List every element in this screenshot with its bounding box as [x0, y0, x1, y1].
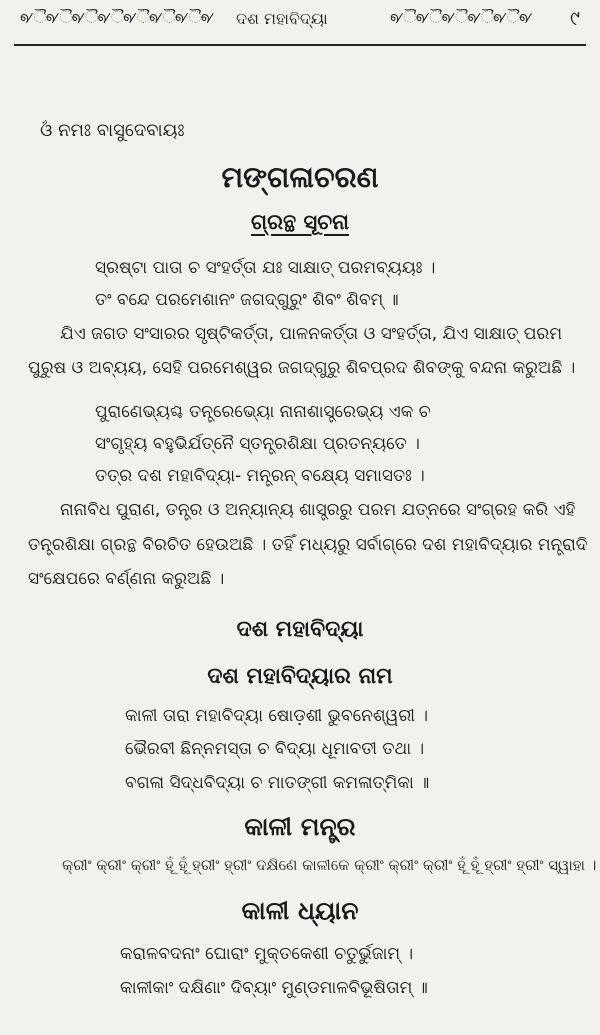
prose-line: ତନ୍ତ୍ରଶିକ୍ଷା ଗ୍ରନ୍ଥ ବିରଚିତ ହେଉଅଛି । ତହିଁ ମଧ୍ୟରୁ ସର୍ବାଗ୍ରେ ଦଶ ମହାବିଦ୍ୟାର ମନ୍ତ୍ରାଦି — [28, 535, 588, 555]
page-number: ୯ — [570, 6, 580, 30]
verse-line: ଭୈରବୀ ଛିନ୍ନମସ୍ତା ଚ ବିଦ୍ୟା ଧୂମାବତୀ ତଥା । — [125, 739, 425, 759]
running-title: ଦଶ ମହାବିଦ୍ୟା — [236, 9, 328, 28]
verse-line: ତତ୍ର ଦଶ ମହାବିଦ୍ୟା- ମନ୍ତ୍ରନ୍ ବକ୍ଷ୍ୟେ ସମାସତଃ । — [95, 466, 425, 486]
running-header — [14, 0, 586, 46]
section-title-dasha-mahavidya: ଦଶ ମହାବିଦ୍ୟା — [236, 617, 364, 642]
verse-line: କାଳୀ ତାରା ମହାବିଦ୍ୟା ଷୋଡ଼ଶୀ ଭୁବନେଶ୍ୱରୀ । — [125, 706, 428, 726]
section-title-kali-dhyan: କାଳୀ ଧ୍ୟାନ — [241, 896, 359, 925]
verse-line: କରାଳବଦନାଂ ଘୋରାଂ ମୁକ୍ତକେଶୀ ଚତୁର୍ଭୁଜାମ୍ । — [120, 944, 414, 964]
verse-line: ସଂଗୃହ୍ୟ ବହୁଭିର୍ଯତ୍ନୈ ସ୍ତନ୍ତ୍ରଶିକ୍ଷା ପ୍ରତନ୍ୟତେ । — [95, 434, 420, 454]
verse-line: ବଗଳା ସିଦ୍ଧବିଦ୍ୟା ଚ ମାତଙ୍ଗୀ କମଳାତ୍ମିକା ॥ — [125, 773, 430, 793]
header-ornament-right: ୶ୖ୶ୖ୶ୖ୶ୖ୶ୖ୶ — [390, 8, 532, 28]
kali-mantra-text: କ୍ରୀଂ କ୍ରୀଂ କ୍ରୀଂ ହୂଁ ହୂଁ ହ୍ରୀଂ ହ୍ରୀଂ ଦକ୍ଷିଣେ କାଳୀକେ କ୍ରୀଂ କ୍ରୀଂ କ୍ରୀଂ ହୂଁ ହୂଁ ହ୍ରୀଂ ହ୍ରୀଂ ସ୍ୱାହା । — [62, 856, 597, 874]
prose-line: ଯିଏ ଜଗତ ସଂସାରର ସୃଷ୍ଟିକର୍ତ୍ତା, ପାଳନକର୍ତ୍ତା ଓ ସଂହର୍ତ୍ତା, ଯିଏ ସାକ୍ଷାତ୍ ପରମ — [60, 324, 563, 344]
prose-line: ନାନାବିଧ ପୁରାଣ, ତନ୍ତ୍ର ଓ ଅନ୍ୟାନ୍ୟ ଶାସ୍ତ୍ରରୁ ପରମ ଯତ୍ନରେ ସଂଗ୍ରହ କରି ଏହି — [60, 500, 576, 520]
subtitle-mahavidya-names: ଦଶ ମହାବିଦ୍ୟାର ନାମ — [207, 664, 393, 689]
verse-line: ସ୍ରଷ୍ଟା ପାତା ଚ ସଂହର୍ତ୍ତା ଯଃ ସାକ୍ଷାତ୍ ପରମବ୍ୟୟଃ । — [95, 258, 436, 278]
prose-line: ସଂକ୍ଷେପରେ ବର୍ଣ୍ଣନା କରୁଅଛି । — [28, 569, 225, 589]
prose-line: ପୁରୁଷ ଓ ଅବ୍ୟୟ, ସେହି ପରମେଶ୍ୱର ଜଗଦ୍‌ଗୁରୁ ଶିବପ୍ରଦ ଶିବଙ୍କୁ ବନ୍ଦନା କରୁଅଛି । — [28, 358, 576, 378]
section-title-kali-mantra: କାଳୀ ମନ୍ତ୍ର — [244, 812, 356, 841]
header-ornament-left: ୶ୖ୶ୖ୶ୖ୶ୖ୶ୖ୶ୖ୶ୖ୶ — [20, 8, 214, 28]
verse-line: ତଂ ବନ୍ଦେ ପରମେଶାନଂ ଜଗଦ୍‌ଗୁରୁଂ ଶିବଂ ଶିବମ୍ ॥ — [95, 290, 399, 310]
section-title-mangalacharan: ମଙ୍ଗଳାଚରଣ — [221, 160, 379, 194]
invocation: ଓଁ ନମଃ ବାସୁଦେବାୟଃ — [40, 120, 185, 141]
verse-line: ପୁରାଣେଭ୍ୟଶ୍ଚ ତନ୍ତ୍ରେଭ୍ୟୋ ନାନାଶାସ୍ତ୍ରେଭ୍ୟ ଏକ ଚ — [95, 402, 431, 422]
verse-line: କାଳୀକାଂ ଦକ୍ଷିଣାଂ ଦିବ୍ୟାଂ ମୁଣ୍ଡମାଳବିଭୂଷିତାମ୍ ॥ — [120, 978, 428, 998]
subtitle-granth-suchana: ଗ୍ରନ୍ଥ ସୂଚନା — [250, 210, 350, 234]
